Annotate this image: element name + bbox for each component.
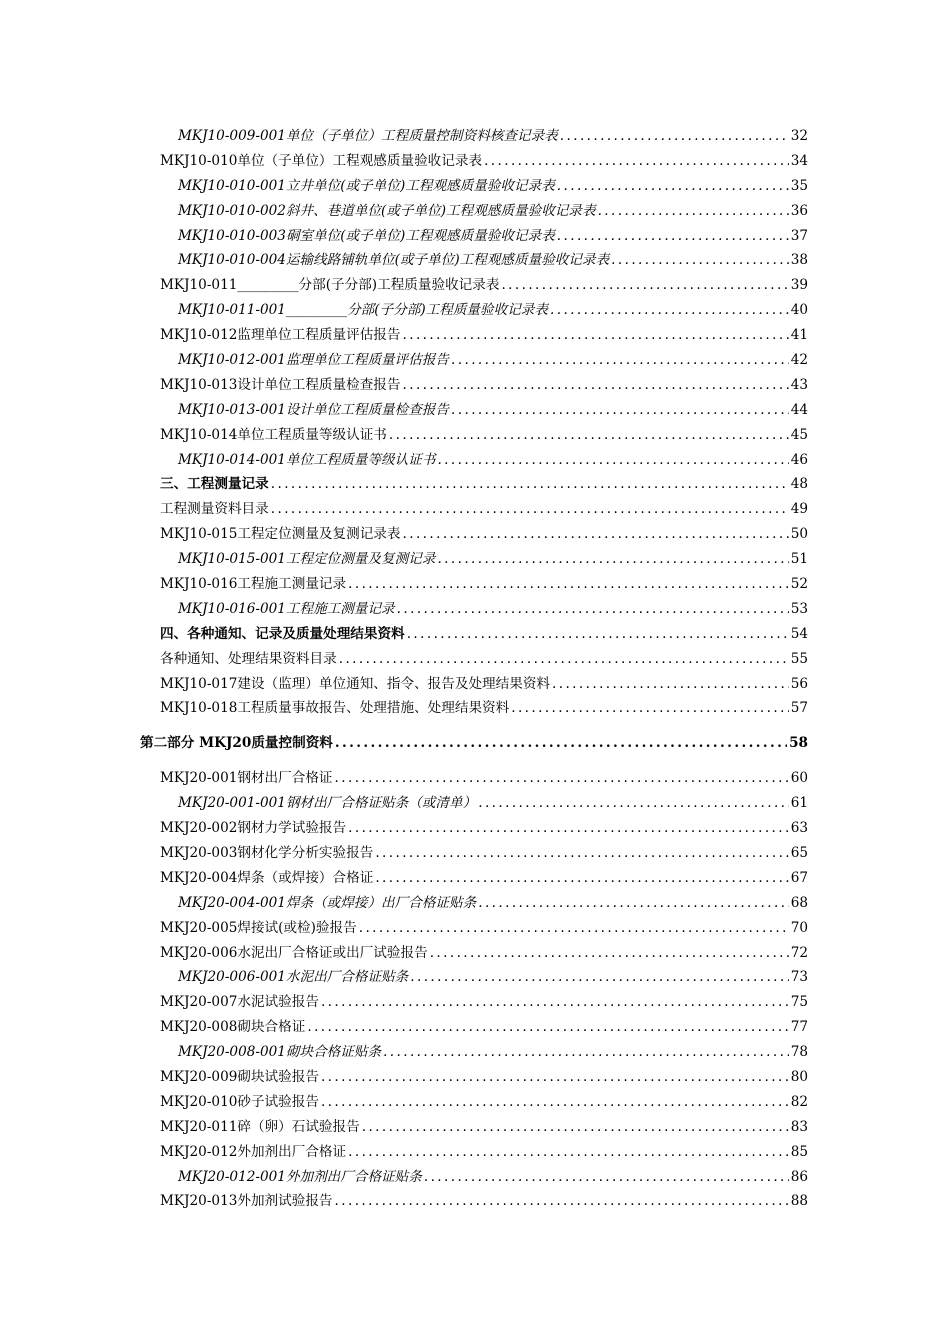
toc-page-number: 37: [790, 227, 808, 244]
toc-entry[interactable]: [160, 965, 808, 990]
toc-entry-title: MKJ10-010-001立井单位(或子单位)工程观感质量验收记录表: [178, 177, 555, 194]
toc-entry[interactable]: [160, 348, 808, 373]
toc-leader-dots: [501, 277, 788, 293]
toc-page-number: 39: [790, 277, 808, 294]
toc-page-number: 45: [790, 426, 808, 443]
toc-entry[interactable]: [160, 1140, 808, 1165]
toc-entry[interactable]: [160, 248, 808, 273]
toc-entry-title: MKJ10-013-001设计单位工程质量检查报告: [178, 401, 450, 418]
toc-entry[interactable]: [160, 1165, 808, 1190]
toc-entry[interactable]: [160, 572, 808, 597]
toc-page-number: 32: [790, 128, 808, 144]
toc-leader-dots: [375, 870, 788, 886]
toc-entry-title: 第二部分 MKJ20质量控制资料: [140, 735, 333, 752]
toc-entry-title: 各种通知、处理结果资料目录: [160, 650, 337, 667]
toc-entry-title: 三、工程测量记录: [160, 476, 269, 493]
toc-entry[interactable]: [160, 672, 808, 697]
toc-entry[interactable]: [160, 1090, 808, 1115]
toc-page-number: 49: [790, 501, 808, 518]
toc-entry[interactable]: [160, 448, 808, 473]
toc-section-heading[interactable]: [160, 622, 808, 647]
toc-entry[interactable]: [160, 1040, 808, 1065]
toc-page-number: 35: [790, 177, 808, 194]
toc-section-heading[interactable]: [160, 472, 808, 497]
toc-leader-dots: [552, 676, 789, 692]
toc-entry[interactable]: [160, 941, 808, 966]
toc-entry-title: MKJ20-001钢材出厂合格证: [160, 770, 333, 787]
toc-page-number: 48: [790, 476, 808, 493]
toc-entry-title: MKJ10-015-001工程定位测量及复测记录: [178, 551, 436, 568]
toc-entry-title: MKJ20-004焊条（或焊接）合格证: [160, 869, 374, 886]
toc-page-number: 70: [790, 919, 808, 936]
toc-page-number: 63: [790, 820, 808, 837]
toc-leader-dots: [430, 945, 789, 961]
toc-page-number: 52: [790, 576, 808, 593]
toc-page-number: 41: [790, 327, 808, 344]
toc-entry[interactable]: [160, 1115, 808, 1140]
toc-entry[interactable]: [160, 891, 808, 916]
toc-entry-title: MKJ20-006-001水泥出厂合格证贴条: [178, 969, 409, 986]
toc-entry-title: MKJ10-010单位（子单位）工程观感质量验收记录表: [160, 152, 483, 169]
toc-entry[interactable]: [160, 766, 808, 791]
toc-entry-title: MKJ20-012-001外加剂出厂合格证贴条: [178, 1168, 422, 1185]
toc-page-number: 65: [790, 844, 808, 861]
toc-leader-dots: [271, 501, 789, 517]
toc-page-number: 46: [790, 451, 808, 468]
toc-leader-dots: [271, 476, 789, 492]
toc-entry-title: MKJ20-010砂子试验报告: [160, 1093, 319, 1110]
toc-page-number: 38: [790, 252, 808, 269]
toc-entry[interactable]: [160, 696, 808, 721]
toc-leader-dots: [437, 452, 788, 468]
toc-leader-dots: [321, 1094, 789, 1110]
toc-leader-dots: [321, 1069, 789, 1085]
toc-entry-title: MKJ20-002钢材力学试验报告: [160, 820, 347, 837]
toc-leader-dots: [383, 1044, 789, 1060]
toc-entry[interactable]: [160, 149, 808, 174]
toc-entry[interactable]: [160, 224, 808, 249]
toc-page-number: 56: [790, 675, 808, 692]
toc-entry-title: MKJ20-009砌块试验报告: [160, 1068, 319, 1085]
toc-page-number: 43: [790, 376, 808, 393]
toc-entry[interactable]: [160, 124, 808, 149]
toc-page-number: 36: [790, 202, 808, 219]
toc-leader-dots: [348, 576, 789, 592]
toc-entry[interactable]: [160, 916, 808, 941]
toc-page-number: 82: [790, 1093, 808, 1110]
toc-entry-title: MKJ20-013外加剂试验报告: [160, 1193, 333, 1210]
toc-entry[interactable]: [160, 841, 808, 866]
toc-leader-dots: [484, 153, 789, 169]
toc-entry-title: MKJ20-007水泥试验报告: [160, 994, 319, 1011]
toc-leader-dots: [478, 795, 788, 811]
toc-entry-title: MKJ10-016工程施工测量记录: [160, 576, 347, 593]
toc-page-number: 61: [790, 795, 808, 812]
toc-entry[interactable]: [160, 597, 808, 622]
toc-leader-dots: [348, 820, 789, 836]
toc-page-number: 34: [790, 152, 808, 169]
toc-entry-title: MKJ20-008-001砌块合格证贴条: [178, 1044, 382, 1061]
toc-leader-dots: [437, 551, 788, 567]
toc-leader-dots: [598, 203, 789, 219]
toc-page-number: 57: [790, 700, 808, 717]
toc-leader-dots: [557, 178, 789, 194]
toc-entry-title: MKJ10-013设计单位工程质量检查报告: [160, 376, 401, 393]
toc-page-number: 54: [790, 625, 808, 642]
toc-leader-dots: [403, 377, 789, 393]
toc-entry-title: MKJ20-012外加剂出厂合格证: [160, 1143, 347, 1160]
toc-entry-title: MKJ10-018工程质量事故报告、处理措施、处理结果资料: [160, 700, 510, 717]
toc-leader-dots: [307, 1019, 788, 1035]
toc-entry[interactable]: [160, 1065, 808, 1090]
toc-entry[interactable]: [160, 1189, 808, 1214]
toc-entry[interactable]: [160, 423, 808, 448]
toc-entry-title: MKJ20-004-001焊条（或焊接）出厂合格证贴条: [178, 894, 477, 911]
toc-page-number: 42: [790, 352, 808, 369]
toc-entry[interactable]: [160, 398, 808, 423]
toc-entry-title: 四、各种通知、记录及质量处理结果资料: [160, 625, 405, 642]
toc-page-number: 73: [790, 969, 808, 986]
toc-entry-title: 工程测量资料目录: [160, 501, 269, 518]
toc-page-number: 51: [790, 551, 808, 568]
toc-entry-title: MKJ10-017建设（监理）单位通知、指令、报告及处理结果资料: [160, 675, 551, 692]
toc-leader-dots: [410, 969, 788, 985]
toc-leader-dots: [335, 735, 787, 751]
toc-leader-dots: [550, 302, 789, 318]
toc-page-number: 80: [790, 1068, 808, 1085]
toc-entry[interactable]: [160, 547, 808, 572]
toc-entry-title: MKJ10-014单位工程质量等级认证书: [160, 426, 387, 443]
toc-entry-title: MKJ10-009-001单位（子单位）工程质量控制资料核查记录表: [178, 128, 558, 144]
toc-entry[interactable]: [160, 866, 808, 891]
toc-leader-dots: [348, 1144, 789, 1160]
toc-leader-dots: [359, 920, 789, 936]
toc-entry-title: MKJ20-008砌块合格证: [160, 1019, 306, 1036]
toc-entry-title: MKJ10-012监理单位工程质量评估报告: [160, 327, 401, 344]
toc-page-number: 77: [790, 1019, 808, 1036]
toc-entry[interactable]: [160, 497, 808, 522]
toc-entry[interactable]: [160, 174, 808, 199]
table-of-contents: [140, 124, 808, 1214]
toc-leader-dots: [375, 845, 788, 861]
toc-entry-title: MKJ10-010-004运输线路铺轨单位(或子单位)工程观感质量验收记录表: [178, 252, 610, 269]
toc-page-number: 78: [790, 1044, 808, 1061]
toc-entry[interactable]: [160, 647, 808, 672]
toc-leader-dots: [560, 128, 789, 144]
toc-entry-title: MKJ20-005焊接试(或检)验报告: [160, 919, 357, 936]
toc-leader-dots: [478, 895, 788, 911]
toc-leader-dots: [451, 352, 789, 368]
toc-entry[interactable]: [160, 298, 808, 323]
toc-entry-title: MKJ10-010-003硐室单位(或子单位)工程观感质量验收记录表: [178, 227, 555, 244]
toc-page-number: 44: [790, 401, 808, 418]
toc-leader-dots: [335, 770, 789, 786]
toc-page-number: 60: [790, 770, 808, 787]
toc-entry[interactable]: [160, 791, 808, 816]
toc-page-number: 75: [790, 994, 808, 1011]
toc-page-number: 58: [789, 735, 808, 752]
toc-entry-title: MKJ20-006水泥出厂合格证或出厂试验报告: [160, 944, 428, 961]
toc-leader-dots: [424, 1169, 789, 1185]
toc-entry-title: MKJ10-015工程定位测量及复测记录表: [160, 526, 401, 543]
toc-leader-dots: [362, 1119, 789, 1135]
toc-leader-dots: [403, 327, 789, 343]
toc-entry-title: MKJ10-014-001单位工程质量等级认证书: [178, 451, 436, 468]
toc-page-number: 72: [790, 944, 808, 961]
toc-part-heading[interactable]: [140, 731, 808, 756]
toc-page-number: 83: [790, 1118, 808, 1135]
toc-leader-dots: [397, 601, 789, 617]
toc-entry[interactable]: [160, 373, 808, 398]
toc-leader-dots: [451, 402, 789, 418]
toc-leader-dots: [511, 700, 788, 716]
toc-entry-title: MKJ10-011-001_________分部(子分部)工程质量验收记录表: [178, 302, 548, 319]
toc-page-number: 50: [790, 526, 808, 543]
toc-entry[interactable]: [160, 273, 808, 298]
toc-entry[interactable]: [160, 522, 808, 547]
toc-page-number: 53: [790, 600, 808, 617]
toc-page-number: 68: [790, 894, 808, 911]
toc-entry[interactable]: [160, 816, 808, 841]
toc-leader-dots: [403, 526, 789, 542]
toc-page-number: 67: [790, 869, 808, 886]
toc-page-number: 85: [790, 1143, 808, 1160]
toc-entry-title: MKJ10-010-002斜井、巷道单位(或子单位)工程观感质量验收记录表: [178, 202, 596, 219]
toc-entry-title: MKJ20-001-001钢材出厂合格证贴条（或清单）: [178, 795, 477, 812]
toc-entry[interactable]: [160, 1015, 808, 1040]
toc-entry[interactable]: [160, 323, 808, 348]
toc-page-number: 88: [790, 1193, 808, 1210]
toc-leader-dots: [557, 228, 789, 244]
toc-entry-title: MKJ20-003钢材化学分析实验报告: [160, 844, 374, 861]
toc-entry[interactable]: [160, 199, 808, 224]
toc-leader-dots: [321, 994, 789, 1010]
toc-entry-title: MKJ20-011碎（卵）石试验报告: [160, 1118, 360, 1135]
toc-entry[interactable]: [160, 990, 808, 1015]
toc-leader-dots: [339, 651, 789, 667]
toc-page-number: 55: [790, 650, 808, 667]
toc-entry-title: MKJ10-012-001监理单位工程质量评估报告: [178, 352, 450, 369]
toc-leader-dots: [389, 427, 789, 443]
toc-entry-title: MKJ10-016-001工程施工测量记录: [178, 600, 395, 617]
toc-entry-title: MKJ10-011_________分部(子分部)工程质量验收记录表: [160, 277, 500, 294]
toc-leader-dots: [611, 252, 789, 268]
toc-page-number: 40: [790, 302, 808, 319]
toc-leader-dots: [407, 626, 789, 642]
toc-page-number: 86: [790, 1168, 808, 1185]
toc-leader-dots: [335, 1193, 789, 1209]
